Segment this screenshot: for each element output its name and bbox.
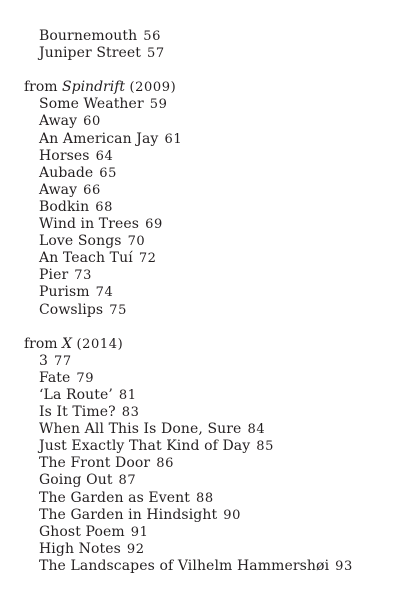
entry-title: Fate <box>39 369 71 386</box>
section-heading <box>24 79 404 96</box>
toc-entry <box>24 490 404 507</box>
section-heading <box>24 336 404 353</box>
entry-page-number: 91 <box>130 524 149 540</box>
table-of-contents <box>24 28 404 575</box>
toc-entry <box>24 558 404 575</box>
toc-entry <box>24 472 404 489</box>
toc-entry <box>24 250 404 267</box>
toc-entry <box>24 199 404 216</box>
entry-title: Bournemouth <box>39 28 138 44</box>
entry-page-number: 56 <box>143 29 161 44</box>
entry-title: The Landscapes of Vilhelm Hammershøi <box>39 557 330 574</box>
entry-title: Just Exactly That Kind of Day <box>39 438 251 455</box>
toc-entry <box>24 28 404 45</box>
section-spacer <box>24 319 404 336</box>
entry-page-number: 60 <box>83 114 101 130</box>
toc-entry <box>24 438 404 455</box>
entry-title: An American Jay <box>39 130 159 147</box>
entry-title: Ghost Poem <box>39 523 125 540</box>
toc-entry <box>24 353 404 370</box>
entry-title: When All This Is Done, Sure <box>39 421 242 438</box>
entry-title: Bodkin <box>39 198 90 215</box>
entry-page-number: 61 <box>164 131 183 147</box>
toc-entry <box>24 113 404 130</box>
entry-page-number: 90 <box>223 507 241 523</box>
entry-page-number: 86 <box>156 456 174 472</box>
entry-title: The Front Door <box>39 455 151 472</box>
toc-entry <box>24 216 404 233</box>
entry-title: Love Songs <box>39 233 122 250</box>
toc-entry <box>24 148 404 165</box>
entry-title: Going Out <box>39 472 113 489</box>
toc-entry <box>24 421 404 438</box>
section-year: (2009) <box>129 80 177 96</box>
entry-page-number: 81 <box>118 387 137 403</box>
toc-entry <box>24 455 404 472</box>
toc-entry <box>24 387 404 404</box>
entry-page-number: 93 <box>335 558 353 574</box>
entry-page-number: 84 <box>247 422 266 438</box>
toc-entry <box>24 284 404 301</box>
entry-page-number: 92 <box>126 541 145 557</box>
entry-page-number: 70 <box>127 234 146 250</box>
entry-page-number: 85 <box>256 439 274 455</box>
entry-page-number: 68 <box>95 199 114 215</box>
entry-page-number: 83 <box>121 405 140 421</box>
entry-page-number: 72 <box>138 251 157 267</box>
entry-title: Some Weather <box>39 96 144 113</box>
section-prefix: from <box>24 79 58 96</box>
entry-title: An Teach Tuí <box>39 250 133 267</box>
entry-page-number: 57 <box>147 46 165 62</box>
toc-entry <box>24 524 404 541</box>
section-year: (2014) <box>76 336 124 352</box>
entry-title: Juniper Street <box>39 45 142 62</box>
section-book-title: Spindrift <box>62 79 126 96</box>
entry-page-number: 88 <box>195 490 214 506</box>
entry-page-number: 75 <box>109 302 127 318</box>
entry-title: Away <box>39 113 78 130</box>
section-spacer <box>24 62 404 79</box>
entry-title: The Garden in Hindsight <box>39 506 218 523</box>
entry-page-number: 87 <box>118 473 137 489</box>
toc-entry <box>24 302 404 319</box>
entry-title: Is It Time? <box>39 404 116 421</box>
entry-title: Away <box>39 181 78 198</box>
entry-title: Cowslips <box>39 301 104 318</box>
toc-entry <box>24 233 404 250</box>
entry-page-number: 77 <box>54 353 72 369</box>
entry-page-number: 79 <box>76 370 95 386</box>
entry-title: The Garden as Event <box>39 489 190 506</box>
entry-page-number: 73 <box>74 268 93 284</box>
entry-title: Pier <box>39 267 69 284</box>
section-book-title: X <box>62 335 72 352</box>
toc-entry <box>24 370 404 387</box>
toc-entry <box>24 96 404 113</box>
toc-entry <box>24 131 404 148</box>
entry-page-number: 65 <box>99 165 118 181</box>
toc-entry <box>24 541 404 558</box>
entry-title: Wind in Trees <box>39 216 140 233</box>
section-prefix: from <box>24 335 58 352</box>
toc-entry <box>24 182 404 199</box>
entry-title: High Notes <box>39 540 121 557</box>
toc-entry <box>24 165 404 182</box>
entry-title: Aubade <box>39 164 94 181</box>
entry-title: Purism <box>39 284 90 301</box>
entry-page-number: 64 <box>95 148 114 164</box>
entry-page-number: 66 <box>83 182 101 198</box>
toc-entry <box>24 267 404 284</box>
toc-entry <box>24 45 404 62</box>
entry-title: ‘La Route’ <box>39 386 113 403</box>
entry-page-number: 69 <box>145 217 163 233</box>
entry-page-number: 74 <box>95 285 114 301</box>
toc-entry <box>24 507 404 524</box>
entry-title: Horses <box>39 147 90 164</box>
entry-page-number: 59 <box>149 97 168 113</box>
toc-entry <box>24 404 404 421</box>
entry-title: 3 <box>39 352 49 369</box>
